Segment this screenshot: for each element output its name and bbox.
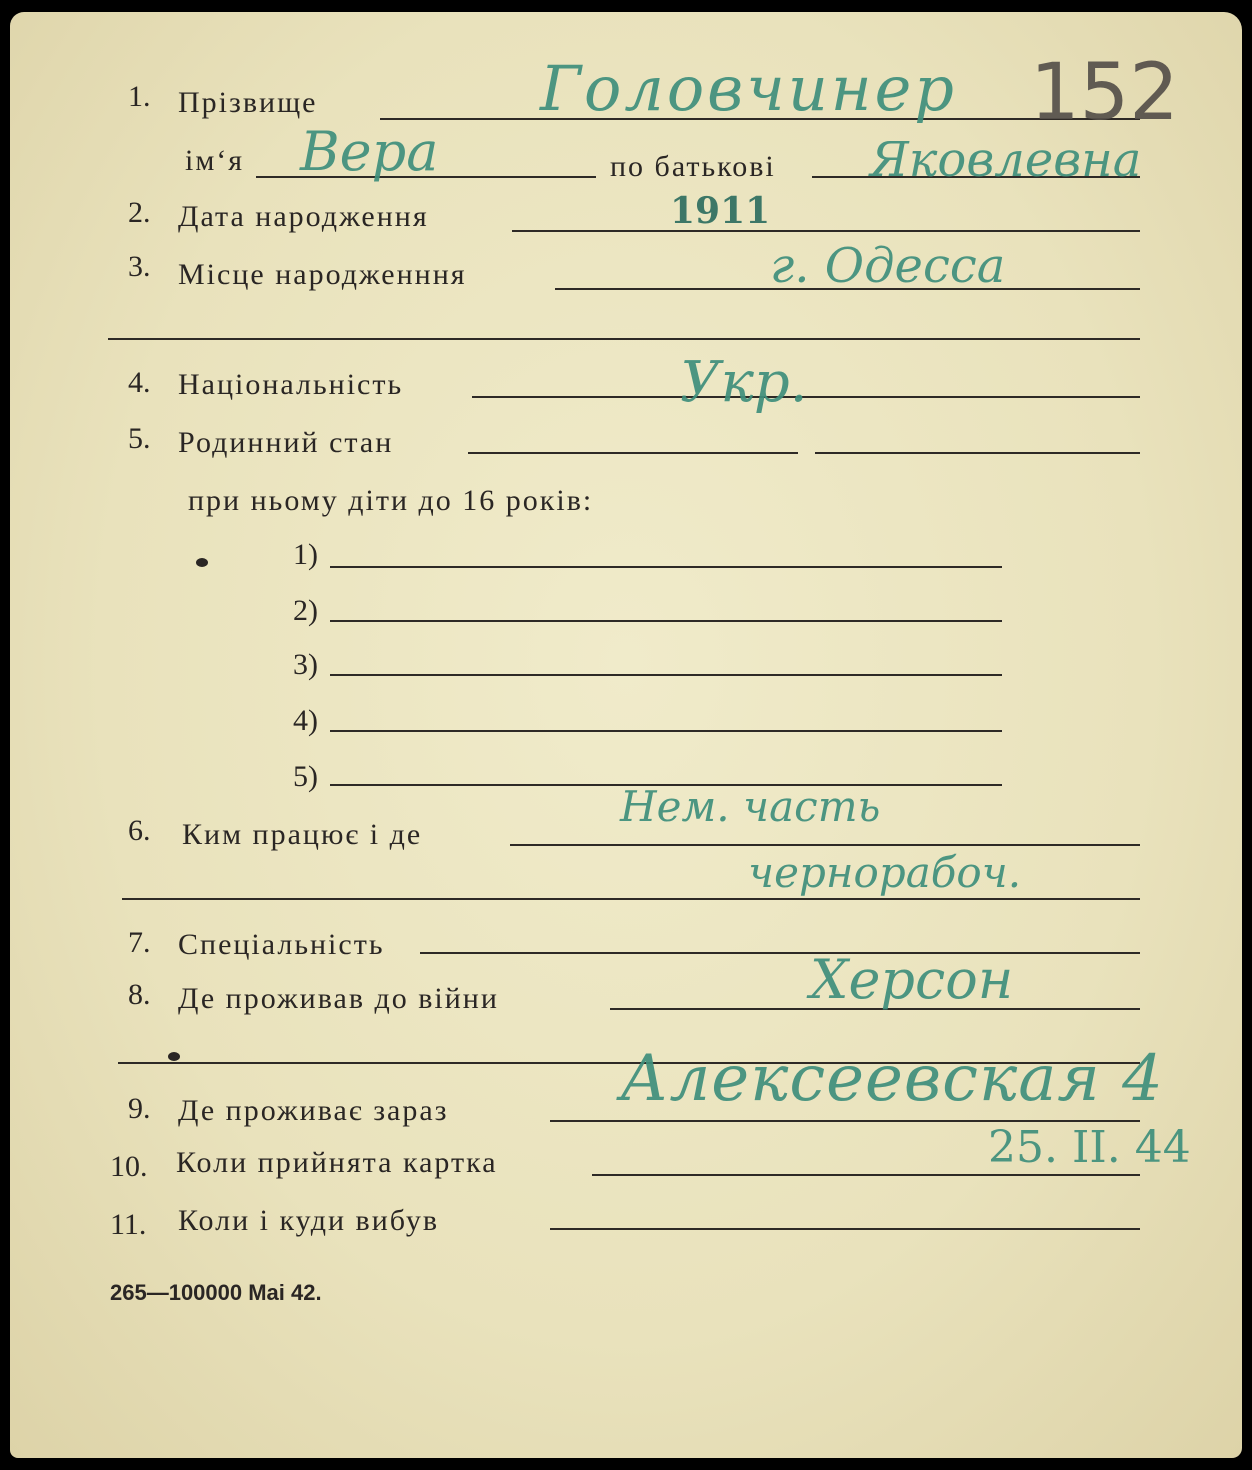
field-11-number: 11.	[110, 1208, 147, 1241]
field-5-line-b	[815, 452, 1140, 454]
field-6-line	[510, 844, 1140, 846]
field-8-number: 8.	[128, 978, 151, 1011]
current-address-value: Алексеевская 4	[620, 1042, 1164, 1116]
field-2-label: Дата народження	[178, 200, 429, 233]
field-9-number: 9.	[128, 1092, 151, 1125]
work-role-value: чернорабоч.	[748, 848, 1022, 897]
field-10-line	[592, 1174, 1140, 1176]
field-10-number: 10.	[110, 1150, 148, 1183]
field-5-number: 5.	[128, 422, 151, 455]
field-6-number: 6.	[128, 814, 151, 847]
field-11-line	[550, 1228, 1140, 1230]
child-1-label: 1)	[293, 538, 318, 571]
field-9-label: Де проживає зараз	[178, 1094, 449, 1127]
field-3-label: Місце народженння	[178, 258, 467, 291]
field-5-line-a	[468, 452, 798, 454]
nationality-value: Укр.	[680, 350, 808, 415]
work-place-value: Нем. часть	[620, 782, 881, 831]
field-4-number: 4.	[128, 366, 151, 399]
registration-card	[10, 12, 1242, 1458]
field-10-label: Коли прийнята картка	[176, 1146, 498, 1179]
field-4-label: Національність	[178, 368, 404, 401]
field-7-label: Спеціальність	[178, 928, 385, 961]
patronymic-value: Яковлевна	[870, 132, 1142, 188]
child-3-label: 3)	[293, 648, 318, 681]
field-1-number: 1.	[128, 80, 151, 113]
card-date-value: 25. II. 44	[988, 1122, 1191, 1173]
field-8-label: Де проживав до війни	[178, 982, 499, 1015]
child-4-label: 4)	[293, 704, 318, 737]
birth-date-value: 1911	[670, 190, 771, 232]
child-3-line	[330, 674, 1002, 676]
field-6-extra-line	[122, 898, 1140, 900]
child-1-line	[330, 566, 1002, 568]
field-6-label: Ким працює і де	[182, 818, 423, 851]
first-name-label: ім‘я	[185, 144, 245, 177]
patronymic-label: по батькові	[610, 150, 776, 183]
child-4-line	[330, 730, 1002, 732]
field-3-number: 3.	[128, 250, 151, 283]
print-info: 265—100000 Mai 42.	[110, 1280, 322, 1305]
punch-hole	[196, 558, 208, 567]
surname-value: Головчинер	[540, 52, 957, 125]
birth-place-value: г. Одесса	[770, 238, 1006, 294]
field-2-number: 2.	[128, 196, 151, 229]
field-5-label: Родинний стан	[178, 426, 394, 459]
children-label: при ньому діти до 16 років:	[188, 484, 594, 517]
child-2-line	[330, 620, 1002, 622]
child-2-label: 2)	[293, 594, 318, 627]
field-3-extra-line	[108, 338, 1140, 340]
field-7-line-a	[420, 952, 660, 954]
card-number: 152	[1030, 48, 1179, 138]
first-name-value: Вера	[300, 120, 439, 183]
field-1-label: Прізвище	[178, 86, 318, 119]
field-7-number: 7.	[128, 926, 151, 959]
prewar-residence-value: Херсон	[810, 948, 1014, 1011]
child-5-label: 5)	[293, 760, 318, 793]
punch-hole-2	[168, 1052, 180, 1061]
field-11-label: Коли і куди вибув	[178, 1204, 440, 1237]
field-2-line	[512, 230, 1140, 232]
